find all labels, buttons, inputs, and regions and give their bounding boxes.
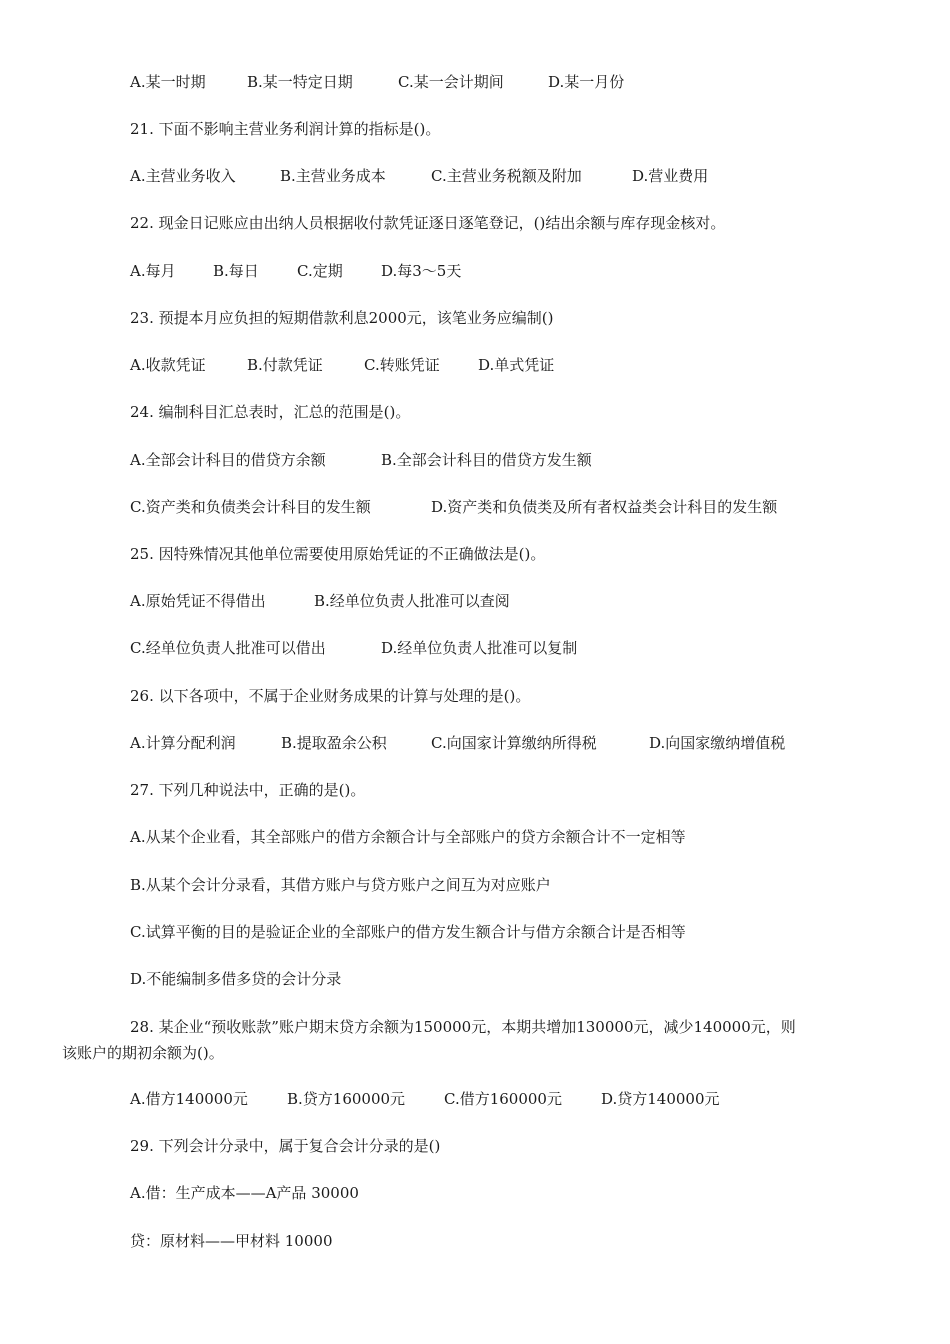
q20-option-d: D.某一月份 [548, 73, 625, 91]
q23-option-a: A.收款凭证 [130, 356, 206, 374]
q23-option-b: B.付款凭证 [247, 356, 323, 374]
q28-question [62, 1014, 882, 1066]
q27-option-b: B.从某个会计分录看，其借方账户与贷方账户之间互为对应账户 [130, 876, 551, 894]
q27-option-c: C.试算平衡的目的是验证企业的全部账户的借方发生额合计与借方余额合计是否相等 [130, 923, 686, 941]
q21-option-b: B.主营业务成本 [280, 167, 386, 185]
q21-option-c: C.主营业务税额及附加 [431, 167, 582, 185]
q28-question-line1: 28. 某企业“预收账款”账户期末贷方余额为150000元，本期共增加130000元，减少140000元，则 [130, 1018, 796, 1036]
q29-option-a-credit: 贷：原材料——甲材料 10000 [130, 1232, 333, 1250]
q25-option-a: A.原始凭证不得借出 [130, 592, 266, 610]
q28-option-d: D.贷方140000元 [601, 1090, 720, 1108]
q23-question: 23. 预提本月应负担的短期借款利息2000元，该笔业务应编制() [130, 309, 554, 327]
q25-option-b: B.经单位负责人批准可以查阅 [314, 592, 510, 610]
q28-option-a: A.借方140000元 [130, 1090, 248, 1108]
q26-options [130, 733, 785, 753]
q28-option-b: B.贷方160000元 [287, 1090, 406, 1108]
q25-question: 25. 因特殊情况其他单位需要使用原始凭证的不正确做法是()。 [130, 545, 546, 563]
q24-option-d: D.资产类和负债类及所有者权益类会计科目的发生额 [431, 498, 778, 516]
q22-options [130, 261, 461, 281]
q26-option-b: B.提取盈余公积 [281, 734, 387, 752]
q22-option-b: B.每日 [213, 262, 259, 280]
q24-option-a: A.全部会计科目的借贷方余额 [130, 451, 326, 469]
q27-question: 27. 下列几种说法中，正确的是()。 [130, 781, 366, 799]
q20-options [130, 72, 624, 92]
q25-option-c: C.经单位负责人批准可以借出 [130, 639, 326, 657]
q20-option-c: C.某一会计期间 [398, 73, 504, 91]
q27-option-a: A.从某个企业看，其全部账户的借方余额合计与全部账户的贷方余额合计不一定相等 [130, 828, 686, 846]
q24-options-row1 [130, 450, 592, 470]
q25-options-row2 [130, 638, 577, 658]
q26-option-a: A.计算分配利润 [130, 734, 236, 752]
q26-option-c: C.向国家计算缴纳所得税 [431, 734, 597, 752]
q21-options [130, 166, 708, 186]
q25-options-row1 [130, 591, 510, 611]
q21-question: 21. 下面不影响主营业务利润计算的指标是()。 [130, 120, 441, 138]
q21-option-a: A.主营业务收入 [130, 167, 236, 185]
q24-option-b: B.全部会计科目的借贷方发生额 [381, 451, 592, 469]
q24-option-c: C.资产类和负债类会计科目的发生额 [130, 498, 371, 516]
q22-option-d: D.每3～5天 [381, 262, 462, 280]
q20-option-b: B.某一特定日期 [247, 73, 353, 91]
q25-option-d: D.经单位负责人批准可以复制 [381, 639, 578, 657]
q26-option-d: D.向国家缴纳增值税 [649, 734, 786, 752]
q22-question: 22. 现金日记账应由出纳人员根据收付款凭证逐日逐笔登记，()结出余额与库存现金核对。 [130, 214, 726, 232]
q24-question: 24. 编制科目汇总表时，汇总的范围是()。 [130, 403, 411, 421]
q28-question-line2: 该账户的期初余额为()。 [62, 1044, 224, 1062]
q23-option-c: C.转账凭证 [364, 356, 440, 374]
q22-option-c: C.定期 [297, 262, 343, 280]
q23-option-d: D.单式凭证 [478, 356, 555, 374]
q21-option-d: D.营业费用 [632, 167, 709, 185]
q24-options-row2 [130, 497, 777, 517]
q23-options [130, 355, 554, 375]
q26-question: 26. 以下各项中，不属于企业财务成果的计算与处理的是()。 [130, 687, 531, 705]
q27-option-d: D.不能编制多借多贷的会计分录 [130, 970, 342, 988]
q29-question: 29. 下列会计分录中，属于复合会计分录的是() [130, 1137, 441, 1155]
q20-option-a: A.某一时期 [130, 73, 206, 91]
q28-options [130, 1089, 720, 1109]
q28-option-c: C.借方160000元 [444, 1090, 562, 1108]
q29-option-a-debit: A.借：生产成本——A产品 30000 [130, 1184, 359, 1202]
q22-option-a: A.每月 [130, 262, 176, 280]
